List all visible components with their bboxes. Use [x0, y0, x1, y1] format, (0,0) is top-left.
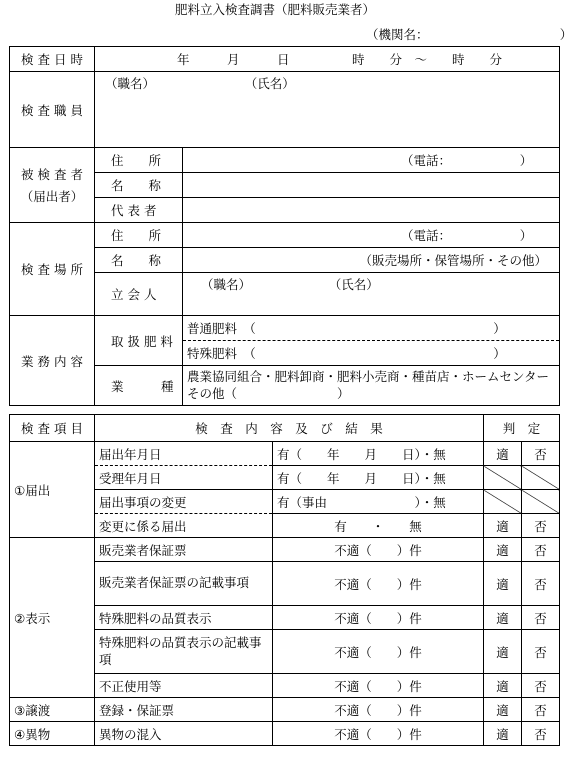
result-foreign-matter[interactable]: 不適（ ）件: [273, 722, 484, 746]
inspector-position: （職名）: [105, 76, 156, 91]
inspection-results-table: [9, 414, 560, 746]
group-notification: ①届出: [10, 442, 95, 538]
judge-ng[interactable]: 否: [522, 562, 560, 606]
header-content: 検 査 内 容 及 び 結 果: [95, 415, 484, 442]
judge-ok[interactable]: 適: [484, 442, 522, 466]
document-title: 肥料立入検査調書（肥料販売業者）: [175, 2, 376, 17]
normal-fertilizer-field[interactable]: 普通肥料 （ ）: [183, 316, 560, 341]
inspectee-label-main: 被 検 査 者: [21, 167, 83, 182]
result-misuse[interactable]: 不適（ ）件: [273, 674, 484, 698]
result-change-notification[interactable]: 有 ・ 無: [273, 514, 484, 538]
business-label: 業 務 内 容: [10, 316, 95, 406]
witness-field[interactable]: [183, 273, 560, 316]
location-address-label: 住 所: [95, 223, 183, 248]
judge-ng[interactable]: 否: [522, 538, 560, 562]
result-special-quality[interactable]: 不適（ ）件: [273, 606, 484, 630]
special-fertilizer-field[interactable]: 特殊肥料 （ ）: [183, 341, 560, 366]
inspectee-address-field[interactable]: （電話： ）: [183, 148, 560, 173]
inspector-name: （氏名）: [251, 76, 295, 91]
item-change-notification: 変更に係る届出: [95, 514, 273, 538]
group-labeling: ②表示: [10, 538, 95, 698]
location-name-field[interactable]: （販売場所・保管場所・その他）: [183, 248, 560, 273]
inspectee-rep-field[interactable]: [183, 198, 560, 223]
location-name-label: 名 称: [95, 248, 183, 273]
item-special-quality-details: 特殊肥料の品質表示の記載事項: [95, 630, 273, 674]
inspector-label: 検 査 職 員: [10, 72, 95, 148]
fertilizer-label: 取 扱 肥 料: [95, 316, 183, 366]
inspectee-name-field[interactable]: [183, 173, 560, 198]
business-type-field[interactable]: 農業協同組合・肥料卸商・肥料小売商・種苗店・ホームセンター その他（ ）: [183, 366, 560, 406]
inspection-date-value[interactable]: 年 月 日 時 分 ～ 時 分: [95, 47, 560, 72]
item-foreign-matter: 異物の混入: [95, 722, 273, 746]
business-type-label: 業 種: [95, 366, 183, 406]
judge-disabled: [484, 466, 522, 490]
item-dealer-certificate-details: 販売業者保証票の記載事項: [95, 562, 273, 606]
result-notification-date[interactable]: 有（ 年 月 日）・無: [273, 442, 484, 466]
witness-position: （職名）: [201, 277, 252, 292]
result-special-quality-details[interactable]: 不適（ ）件: [273, 630, 484, 674]
judge-ng[interactable]: 否: [522, 698, 560, 722]
group-transfer: ③譲渡: [10, 698, 95, 722]
witness-name: （氏名）: [335, 277, 379, 292]
judge-ng[interactable]: 否: [522, 442, 560, 466]
judge-ok[interactable]: 適: [484, 674, 522, 698]
inspector-field[interactable]: [95, 72, 560, 148]
judge-disabled: [522, 490, 560, 514]
judge-ok[interactable]: 適: [484, 698, 522, 722]
location-address-field[interactable]: （電話： ）: [183, 223, 560, 248]
agency-name: （機関名： ）: [366, 27, 572, 42]
judge-disabled: [522, 466, 560, 490]
inspectee-name-label: 名 称: [95, 173, 183, 198]
inspection-info-table: [9, 46, 560, 406]
judge-ng[interactable]: 否: [522, 722, 560, 746]
inspectee-label: [10, 148, 95, 223]
result-dealer-certificate-details[interactable]: 不適（ ）件: [273, 562, 484, 606]
judge-ng[interactable]: 否: [522, 674, 560, 698]
result-registration-certificate[interactable]: 不適（ ）件: [273, 698, 484, 722]
result-acceptance-date[interactable]: 有（ 年 月 日）・無: [273, 466, 484, 490]
group-foreign-matter: ④異物: [10, 722, 95, 746]
judge-ng[interactable]: 否: [522, 606, 560, 630]
result-dealer-certificate[interactable]: 不適（ ）件: [273, 538, 484, 562]
judge-ng[interactable]: 否: [522, 630, 560, 674]
item-notification-date: 届出年月日: [95, 442, 273, 466]
item-change-matters: 届出事項の変更: [95, 490, 273, 514]
judge-ng[interactable]: 否: [522, 514, 560, 538]
location-label: 検 査 場 所: [10, 223, 95, 316]
header-item: 検 査 項 目: [10, 415, 95, 442]
judge-ok[interactable]: 適: [484, 562, 522, 606]
witness-label: 立 会 人: [95, 273, 183, 316]
judge-ok[interactable]: 適: [484, 722, 522, 746]
judge-ok[interactable]: 適: [484, 514, 522, 538]
item-acceptance-date: 受理年月日: [95, 466, 273, 490]
item-dealer-certificate: 販売業者保証票: [95, 538, 273, 562]
item-special-quality: 特殊肥料の品質表示: [95, 606, 273, 630]
inspectee-label-sub: （届出者）: [20, 189, 84, 204]
item-misuse: 不正使用等: [95, 674, 273, 698]
result-change-matters[interactable]: 有（事由 ）・無: [273, 490, 484, 514]
inspectee-address-label: 住 所: [95, 148, 183, 173]
inspectee-rep-label: 代 表 者: [95, 198, 183, 223]
judge-disabled: [484, 490, 522, 514]
judge-ok[interactable]: 適: [484, 538, 522, 562]
header-judge: 判 定: [484, 415, 560, 442]
judge-ok[interactable]: 適: [484, 630, 522, 674]
item-registration-certificate: 登録・保証票: [95, 698, 273, 722]
judge-ok[interactable]: 適: [484, 606, 522, 630]
inspection-date-label: 検 査 日 時: [10, 47, 95, 72]
